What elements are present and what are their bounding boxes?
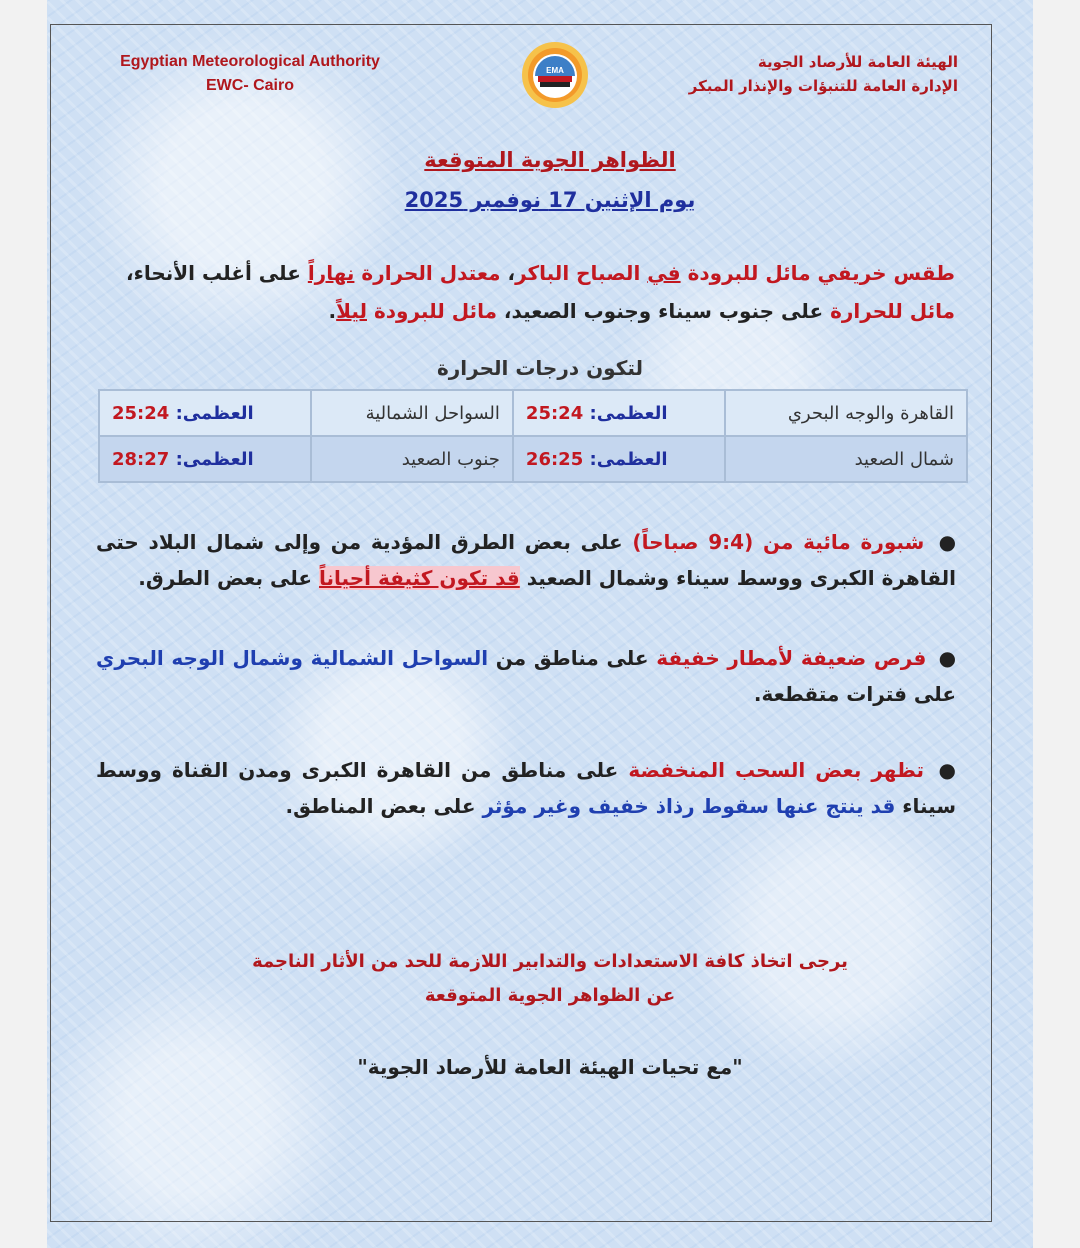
intro-part: ليلاً bbox=[336, 299, 367, 323]
forecast-date: يوم الإثنين 17 نوفمبر 2025 bbox=[404, 188, 696, 212]
table-row bbox=[99, 436, 967, 482]
region-cell: السواحل الشمالية bbox=[311, 390, 513, 436]
bullet-dot-icon: ● bbox=[938, 530, 957, 554]
temperatures-title: لتكون درجات الحرارة bbox=[436, 356, 644, 380]
bullet-text: على مناطق من القاهرة الكبرى ومدن القناة ووسط سيناء bbox=[96, 758, 956, 818]
header-english bbox=[100, 50, 400, 98]
page-title: الظواهر الجوية المتوقعة bbox=[424, 148, 676, 172]
bullet-text: على مناطق من bbox=[488, 646, 657, 670]
header-en-line2: EWC- Cairo bbox=[206, 77, 294, 94]
title-block bbox=[300, 144, 800, 216]
intro-part: نهاراً bbox=[307, 261, 355, 285]
region-cell: القاهرة والوجه البحري bbox=[725, 390, 968, 436]
intro-part: على جنوب سيناء وجنوب الصعيد، bbox=[496, 299, 831, 323]
bullet-drizzle: قد ينتج عنها سقوط رذاذ خفيف وغير مؤثر bbox=[482, 794, 896, 818]
intro-part: مائل للبرودة bbox=[367, 299, 497, 323]
header-ar-line2: الإدارة العامة للتنبؤات والإنذار المبكر bbox=[688, 77, 958, 95]
closing-note bbox=[200, 945, 900, 1013]
header-en-line1: Egyptian Meteorological Authority bbox=[120, 53, 380, 70]
intro-part: ، bbox=[500, 261, 516, 285]
bullet-dot-icon: ● bbox=[938, 758, 956, 782]
temp-cell bbox=[513, 390, 725, 436]
intro-part: على أغلب الأنحاء، bbox=[126, 261, 308, 285]
intro-part: معتدل الحرارة bbox=[354, 261, 501, 285]
intro-part: . bbox=[328, 299, 337, 323]
temp-cell bbox=[513, 436, 725, 482]
bullet-dot-icon: ● bbox=[938, 646, 957, 670]
temperatures-table bbox=[98, 389, 968, 483]
temp-cell bbox=[99, 436, 311, 482]
header-arabic bbox=[628, 50, 958, 98]
temp-value: 25:24 bbox=[525, 402, 584, 424]
intro-part: في bbox=[647, 261, 681, 285]
bullet-warning: قد تكون كثيفة أحياناً bbox=[319, 566, 520, 590]
bullet-highlight: فرص ضعيفة لأمطار خفيفة bbox=[656, 646, 927, 670]
temp-value: 28:27 bbox=[112, 448, 170, 470]
bullet-highlight: شبورة مائية من (9:4 صباحاً) bbox=[632, 530, 925, 554]
closing-line2: عن الظواهر الجوية المتوقعة bbox=[424, 985, 676, 1006]
bullet-text: على فترات متقطعة. bbox=[753, 682, 956, 706]
intro-part: مائل للحرارة bbox=[830, 299, 955, 323]
table-row bbox=[99, 390, 967, 436]
bullet-text: على بعض الطرق. bbox=[138, 566, 320, 590]
max-label: العظمى: bbox=[589, 448, 668, 470]
closing-line1: يرجى اتخاذ كافة الاستعدادات والتدابير اللازمة للحد من الأثار الناجمة bbox=[252, 951, 848, 972]
bullet-text: على بعض المناطق. bbox=[285, 794, 483, 818]
logo-text: EMA bbox=[546, 66, 564, 75]
bullet-rain bbox=[96, 640, 956, 712]
intro-part: طقس خريفي مائل للبرودة bbox=[680, 261, 955, 285]
bullet-regions: السواحل الشمالية وشمال الوجه البحري bbox=[96, 646, 489, 670]
intro-paragraph bbox=[115, 254, 955, 330]
max-label: العظمى: bbox=[175, 402, 254, 424]
bullet-clouds bbox=[96, 752, 956, 824]
region-cell: جنوب الصعيد bbox=[311, 436, 513, 482]
bullet-fog bbox=[96, 524, 956, 596]
bullet-text: على بعض الطرق المؤدية من وإلى شمال البلاد حتى القاهرة الكبرى ووسط سيناء وشمال الصعيد bbox=[96, 530, 956, 590]
header-ar-line1: الهيئة العامة للأرصاد الجوية bbox=[757, 53, 958, 71]
temp-value: 25:24 bbox=[112, 402, 170, 424]
signature: "مع تحيات الهيئة العامة للأرصاد الجوية" bbox=[357, 1055, 743, 1079]
intro-part: الصباح الباكر bbox=[515, 261, 648, 285]
temp-cell bbox=[99, 390, 311, 436]
max-label: العظمى: bbox=[175, 448, 254, 470]
ema-logo bbox=[520, 40, 590, 110]
max-label: العظمى: bbox=[589, 402, 668, 424]
bullet-highlight: تظهر بعض السحب المنخفضة bbox=[628, 758, 924, 782]
temp-value: 26:25 bbox=[525, 448, 584, 470]
region-cell: شمال الصعيد bbox=[725, 436, 968, 482]
